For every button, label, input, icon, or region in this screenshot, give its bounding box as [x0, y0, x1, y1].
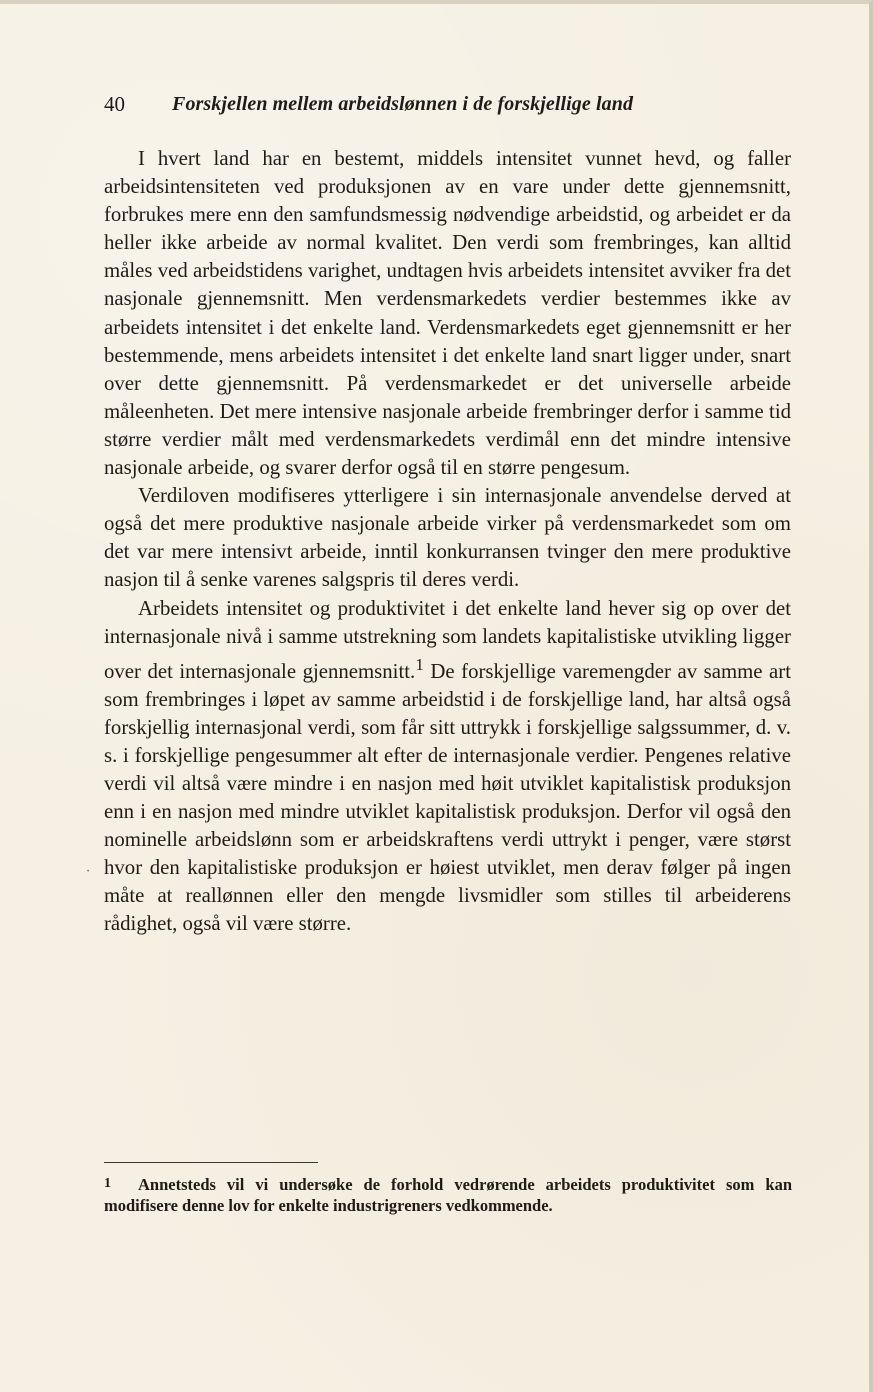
page-number: 40 [104, 92, 125, 116]
page-header [104, 90, 794, 124]
footnote-text: Annetsteds vil vi undersøke de forhold vedrørende arbeidets produktivitet som kan modifisere denne lov for enkelte industrigreners vedkommende. [104, 1175, 792, 1215]
paragraph-3 [104, 595, 791, 939]
paragraph-3-before-note: Arbeidets intensitet og produktivitet i det enkelte land hever sig op over det internasjonale nivå i samme utstrekning som landets kapitalistiske utvikling ligger over det internasjonale gjennemsnitt. [104, 596, 791, 683]
footnote [104, 1173, 792, 1216]
footnote-divider [104, 1162, 318, 1163]
paragraph-2: Verdiloven modifiseres ytterligere i sin internasjonale anvendelse derved at også det mere produktive nasjonale arbeide virker på verdensmarkedet som om det var mere intensivt arbeide, inntil konkurransen tvinger den mere produktive nasjon til å senke varenes salgspris til deres verdi. [104, 484, 791, 592]
paragraph-1: I hvert land har en bestemt, middels intensitet vunnet hevd, og faller arbeidsintensiteten ved produksjonen av en vare under dette gjennemsnitt, forbrukes mere enn den samfundsmessig nødvendige arbeidstid, og arbeidet er da heller ikke arbeide av normal kvalitet. Den verdi som frembringes, kan alltid måles ved arbeidstidens varighet, undtagen hvis arbeidets intensitet avviker fra det nasjonale gjennemsnitt. Men verdensmarkedets verdier bestemmes ikke av arbeidets intensitet i det enkelte land. Verdensmarkedets eget gjennemsnitt er her bestemmende, mens arbeidets intensitet i det enkelte land snart ligger under, snart over dette gjennemsnitt. På verdensmarkedet er det universelle arbeide måleenheten. Det mere intensive nasjonale arbeide frembringer derfor i samme tid større verdier målt med verdensmarkedets verdimål enn det mindre intensive nasjonale arbeide, og svarer derfor også til en større pengesum. [104, 147, 791, 480]
footnote-reference: 1 [415, 654, 424, 674]
paragraph-3-after-note: De forskjellige varemengder av samme art som frembringes i løpet av samme arbeidstid i de forskjellige land, har altså også forskjellig internasjonal verdi, som får sitt uttrykk i forskjellige salgssummer, d. v. s. i forskjellige pengesummer alt efter de internasjonale verdier. Pengenes relative verdi vil altså være mindre i en nasjon med høit utviklet kapitalistisk produksjon enn i en nasjon med mindre utviklet kapitalistisk produksjon. Derfor vil også den nominelle arbeidslønn som er arbeidskraftens verdi uttrykt i penger, være størst hvor den kapitalistiske produksjon er høiest utviklet, men derav følger på ingen måte at reallønnen eller den mengde livsmidler som stilles til arbeiderens rådighet, også vil være større. [104, 659, 791, 936]
margin-dot: · [86, 864, 91, 879]
footnote-label: 1 [104, 1176, 111, 1191]
main-text [104, 145, 791, 939]
running-title: Forskjellen mellem arbeidslønnen i de forskjellige land [172, 93, 634, 115]
